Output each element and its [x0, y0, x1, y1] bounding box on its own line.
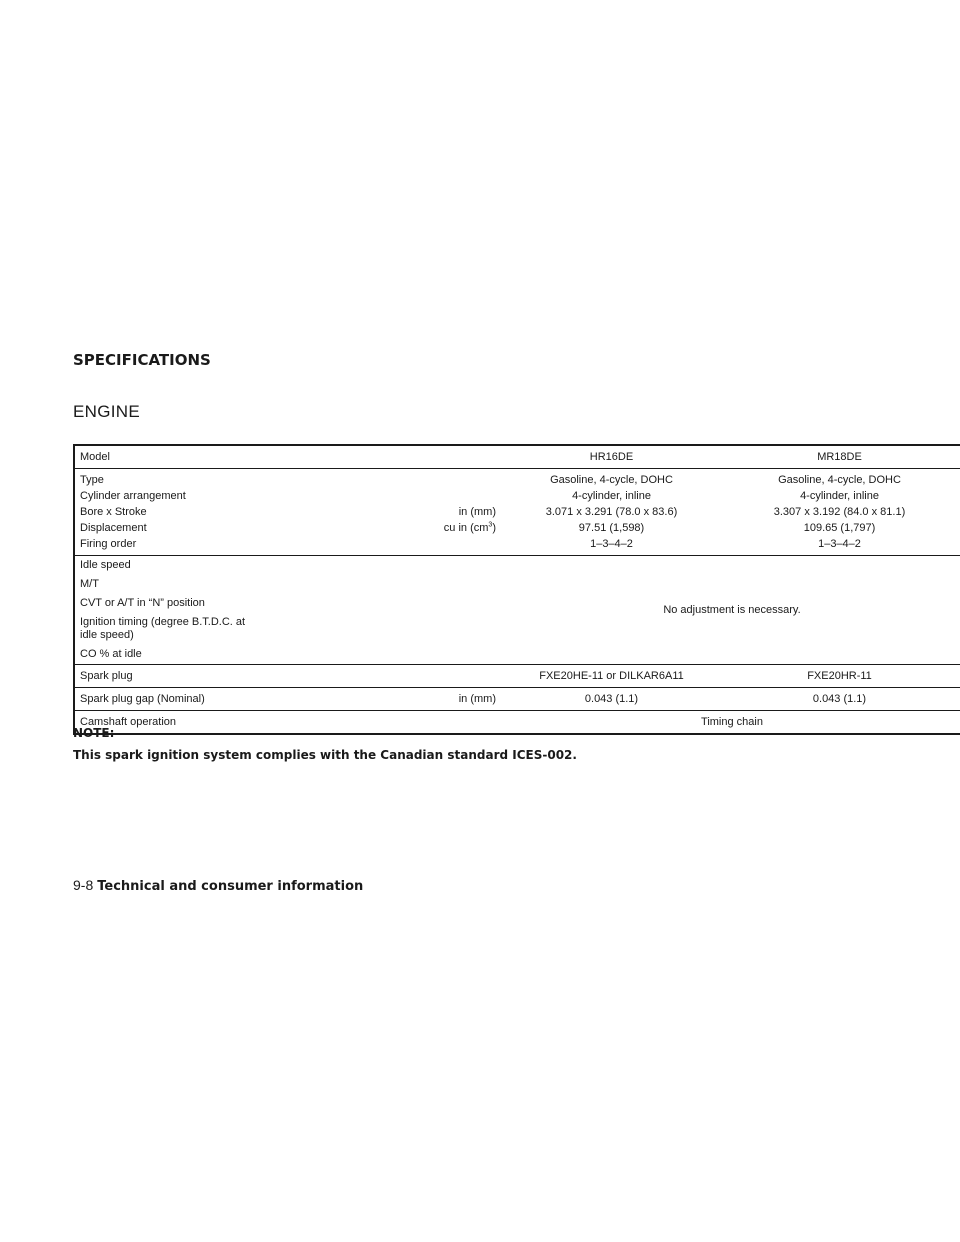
col-header-hr16de: HR16DE — [589, 451, 634, 463]
cell-value: 3.071 x 3.291 (78.0 x 83.6) — [545, 506, 678, 518]
engine-spec-table — [73, 444, 960, 735]
cell-value: 0.043 (1.1) — [719, 688, 960, 711]
row-unit — [269, 665, 504, 688]
table-row-displacement — [74, 520, 960, 536]
row-unit — [269, 469, 504, 489]
row-label: Idle speed — [80, 559, 131, 571]
cell-value: 3.307 x 3.192 (84.0 x 81.1) — [773, 506, 906, 518]
table-row-bore-stroke — [74, 504, 960, 520]
table-row-spark-plug — [74, 665, 960, 688]
row-label: CO % at idle — [80, 648, 142, 660]
row-unit — [269, 488, 504, 504]
col-header-mr18de: MR18DE — [817, 451, 862, 463]
row-unit — [269, 445, 504, 469]
note-text: This spark ignition system complies with the Canadian standard ICES-002. — [73, 748, 577, 762]
cell-value: 0.043 (1.1) — [504, 688, 719, 711]
cell-value: FXE20HR-11 — [719, 665, 960, 688]
row-unit: in (mm) — [458, 506, 496, 518]
cell-value: 1–3–4–2 — [818, 538, 861, 550]
unit-text: cu in (cm — [443, 522, 489, 534]
row-label: Firing order — [80, 538, 137, 550]
page-number: 9-8 — [73, 877, 94, 893]
row-label: Camshaft operation — [74, 711, 269, 735]
row-label: Spark plug — [74, 665, 269, 688]
row-label: Model — [80, 451, 110, 463]
cell-value: 109.65 (1,797) — [803, 522, 876, 534]
note-block — [73, 725, 577, 763]
row-label: Cylinder arrangement — [80, 490, 186, 502]
idle-group-labels — [74, 556, 269, 665]
cell-value: 1–3–4–2 — [590, 538, 633, 550]
row-unit — [269, 536, 504, 556]
table-row-firing-order — [74, 536, 960, 556]
cell-value: FXE20HE-11 or DILKAR6A11 — [504, 665, 719, 688]
note-heading: NOTE: — [73, 726, 115, 740]
row-label: Type — [74, 469, 269, 489]
chapter-title: Technical and consumer information — [97, 879, 364, 894]
unit-superscript: 3 — [488, 521, 493, 529]
cell-value: Gasoline, 4-cycle, DOHC — [719, 469, 960, 489]
cell-value: 97.51 (1,598) — [578, 522, 645, 534]
cell-value: 4-cylinder, inline — [800, 490, 879, 502]
page-footer — [73, 877, 363, 894]
table-row-cylinder — [74, 488, 960, 504]
cell-value: Gasoline, 4-cycle, DOHC — [504, 469, 719, 489]
row-label: Spark plug gap (Nominal) — [74, 688, 269, 711]
row-unit — [269, 520, 504, 536]
idle-group-value: No adjustment is necessary. — [504, 556, 960, 665]
row-unit — [269, 556, 504, 665]
table-row-idle-group — [74, 556, 960, 665]
row-unit: in (mm) — [269, 688, 504, 711]
unit-text: ) — [492, 522, 496, 534]
row-label: M/T — [80, 578, 99, 590]
row-label: Ignition timing (degree B.T.D.C. at idle speed) — [80, 616, 246, 641]
table-row-model — [74, 445, 960, 469]
cell-value: Timing chain — [504, 711, 960, 735]
table-row-spark-gap — [74, 688, 960, 711]
engine-subtitle: ENGINE — [73, 402, 140, 421]
table-row-type — [74, 469, 960, 489]
cell-value: 4-cylinder, inline — [572, 490, 651, 502]
row-label: Bore x Stroke — [80, 506, 147, 518]
row-label: CVT or A/T in “N” position — [80, 597, 205, 609]
section-title: SPECIFICATIONS — [73, 351, 211, 369]
row-label: Displacement — [80, 522, 147, 534]
